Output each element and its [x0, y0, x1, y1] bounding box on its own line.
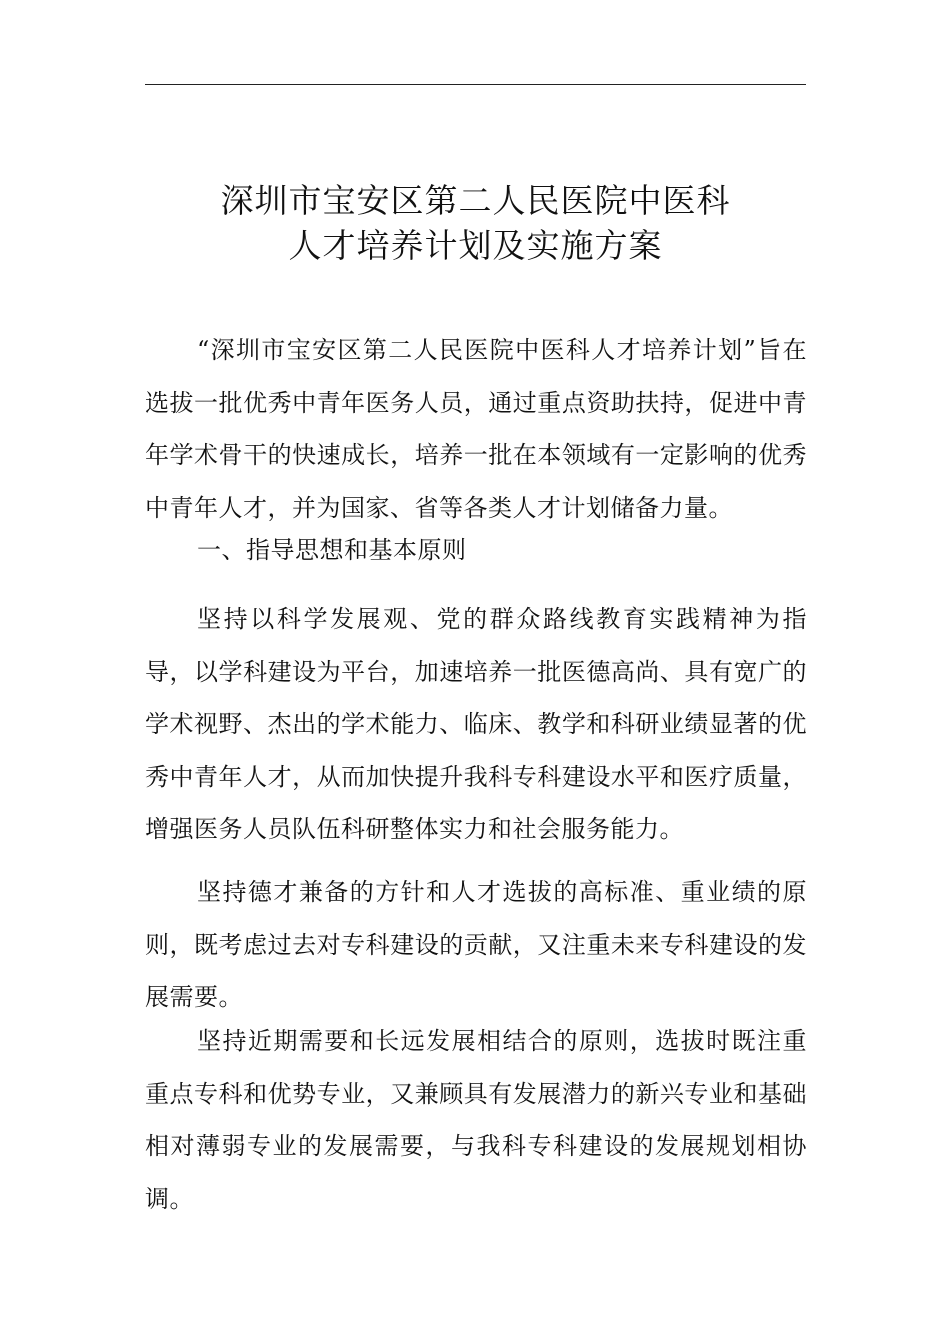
section-heading: 一、指导思想和基本原则: [197, 536, 467, 564]
title-line-2: 人才培养计划及实施方案: [288, 226, 663, 265]
principle-paragraph-2: 坚持德才兼备的方针和人才选拔的高标准、重业绩的原则，既考虑过去对专科建设的贡献，又注重未来专科建设的发展需要。: [145, 878, 807, 1011]
principle-paragraph-1: 坚持以科学发展观、党的群众路线教育实践精神为指导，以学科建设为平台，加速培养一批医德高尚、具有宽广的学术视野、杰出的学术能力、临床、教学和科研业绩显著的优秀中青年人才，从而加快提升我科专科建设水平和医疗质量，增强医务人员队伍科研整体实力和社会服务能力。: [145, 605, 807, 843]
intro-paragraph: “深圳市宝安区第二人民医院中医科人才培养计划”旨在选拔一批优秀中青年医务人员，通过重点资助扶持，促进中青年学术骨干的快速成长，培养一批在本领域有一定影响的优秀中青年人才，并为国家、省等各类人才计划储备力量。: [145, 336, 807, 522]
header-rule: [145, 84, 806, 85]
principle-paragraph-3: 坚持近期需要和长远发展相结合的原则，选拔时既注重重点专科和优势专业，又兼顾具有发展潜力的新兴专业和基础相对薄弱专业的发展需要，与我科专科建设的发展规划相协调。: [145, 1027, 807, 1213]
document-title: [145, 178, 806, 268]
title-line-1: 深圳市宝安区第二人民医院中医科: [220, 181, 731, 220]
